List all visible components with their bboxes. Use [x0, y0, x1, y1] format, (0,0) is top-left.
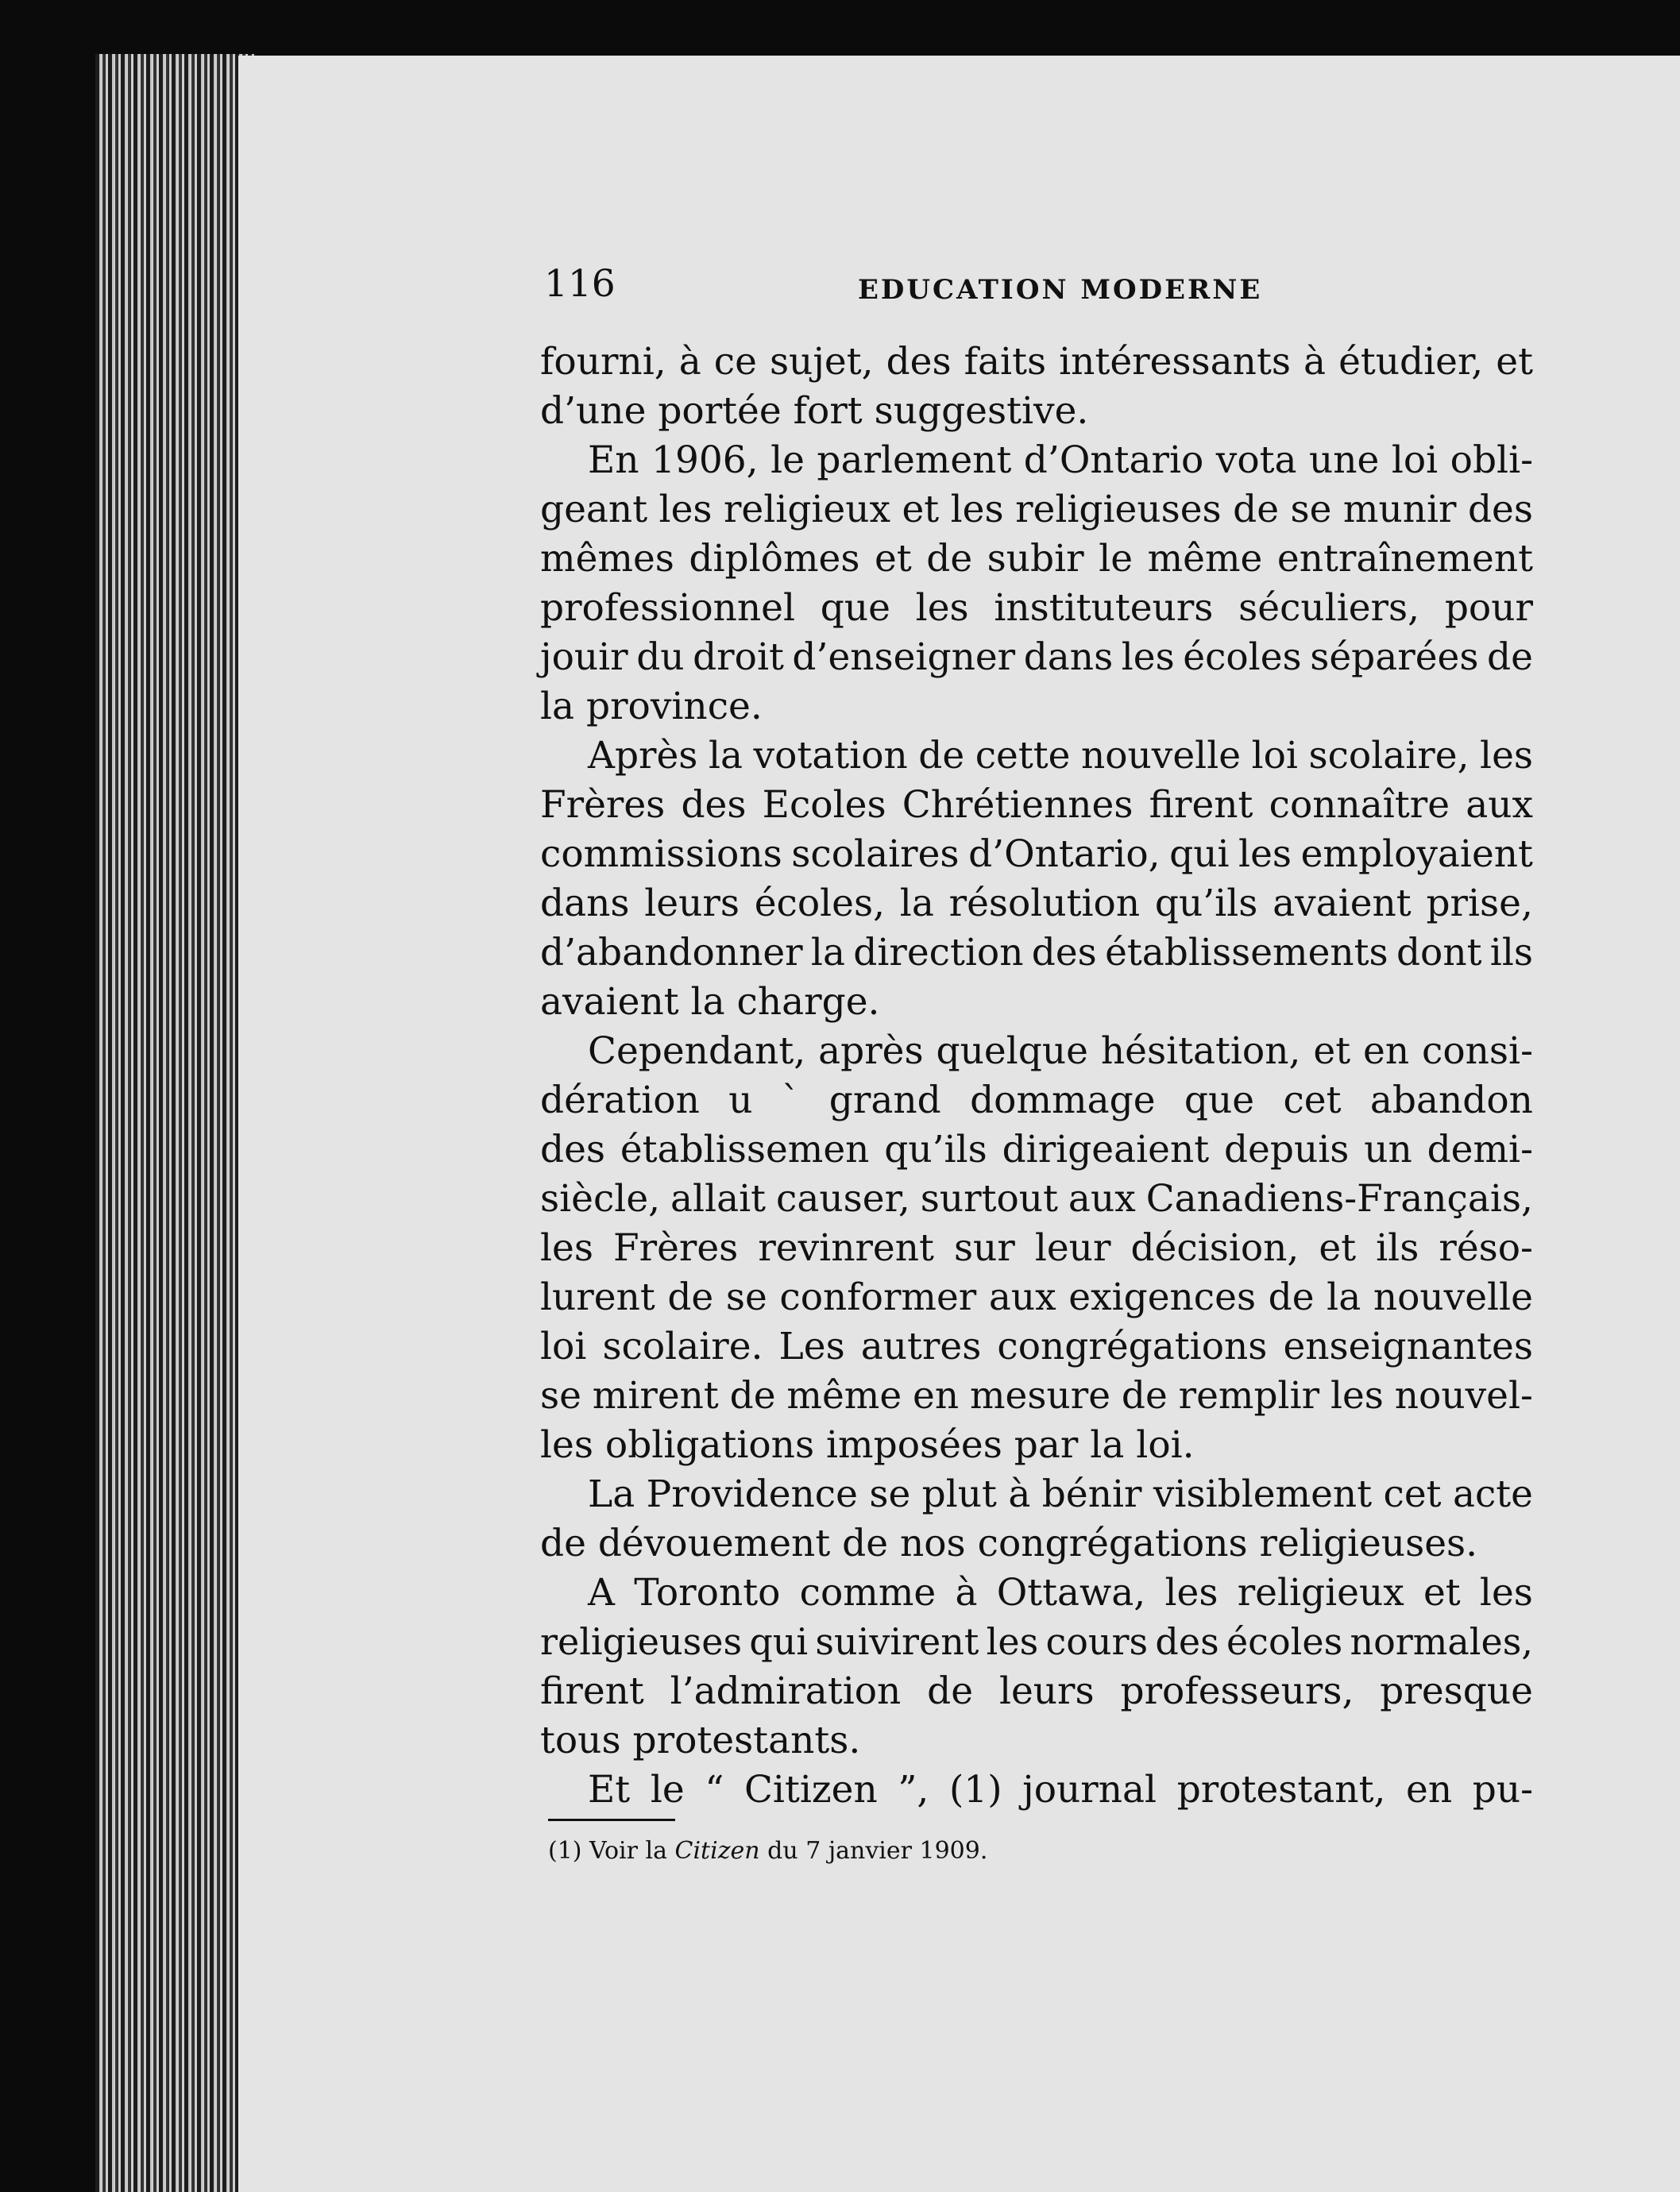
text-line: avaient la charge.	[540, 980, 880, 1024]
text-line: La Providence se plut à bénir visiblement cet acte	[588, 1472, 1533, 1516]
text-line: Après la votation de cette nouvelle loi scolaire, les	[588, 734, 1533, 778]
page-number: 116	[544, 262, 616, 306]
text-line: d’une portée fort suggestive.	[540, 389, 1089, 433]
text-line: loi scolaire. Les autres congrégations enseignantes	[540, 1325, 1533, 1368]
text-line: geant les religieux et les religieuses de se munir des	[540, 488, 1533, 531]
text-line: A Toronto comme à Ottawa, les religieux et les	[588, 1571, 1533, 1615]
text-line: firent l’admiration de leurs professeurs, presque	[540, 1669, 1533, 1713]
text-line: fourni, à ce sujet, des faits intéressants à étudier, et	[540, 340, 1533, 384]
text-line: commissions scolaires d’Ontario, qui les employaient	[540, 832, 1533, 876]
footnote	[548, 1837, 987, 1865]
text-line: Cependant, après quelque hésitation, et en consi-	[588, 1029, 1533, 1073]
running-head: EDUCATION MODERNE	[858, 274, 1263, 306]
text-line: les obligations imposées par la loi.	[540, 1423, 1195, 1467]
text-line: jouir du droit d’enseigner dans les écoles séparées de	[540, 635, 1533, 679]
text-line: se mirent de même en mesure de remplir les nouvel-	[540, 1374, 1533, 1418]
text-line: dération u ` grand dommage que cet abandon	[540, 1079, 1533, 1122]
text-line: d’abandonner la direction des établissements dont ils	[540, 931, 1533, 974]
text-line: religieuses qui suivirent les cours des écoles normales,	[540, 1620, 1533, 1663]
book-page-edges	[95, 54, 254, 2192]
text-line: Et le “ Citizen ”, (1) journal protestant, en pu-	[588, 1768, 1533, 1812]
text-line: des établissemen qu’ils dirigeaient depuis un demi-	[540, 1128, 1533, 1171]
text-line: En 1906, le parlement d’Ontario vota une loi obli-	[588, 438, 1533, 482]
text-line: siècle, allait causer, surtout aux Canadiens-Français,	[540, 1177, 1533, 1221]
footnote-suffix: du 7 janvier 1909.	[759, 1837, 988, 1865]
text-line: la province.	[540, 685, 763, 728]
text-line: Frères des Ecoles Chrétiennes firent connaître aux	[540, 783, 1533, 827]
text-line: mêmes diplômes et de subir le même entraînement	[540, 537, 1533, 581]
text-line: tous protestants.	[540, 1719, 861, 1762]
footnote-prefix: (1) Voir la	[548, 1837, 675, 1865]
footnote-rule	[548, 1819, 675, 1821]
text-line: les Frères revinrent sur leur décision, et ils réso-	[540, 1226, 1533, 1270]
text-line: de dévouement de nos congrégations religieuses.	[540, 1522, 1478, 1565]
text-line: lurent de se conformer aux exigences de la nouvelle	[540, 1275, 1533, 1319]
text-line: professionnel que les instituteurs séculiers, pour	[540, 586, 1533, 630]
footnote-italic: Citizen	[674, 1837, 760, 1865]
text-line: dans leurs écoles, la résolution qu’ils avaient prise,	[540, 882, 1533, 925]
